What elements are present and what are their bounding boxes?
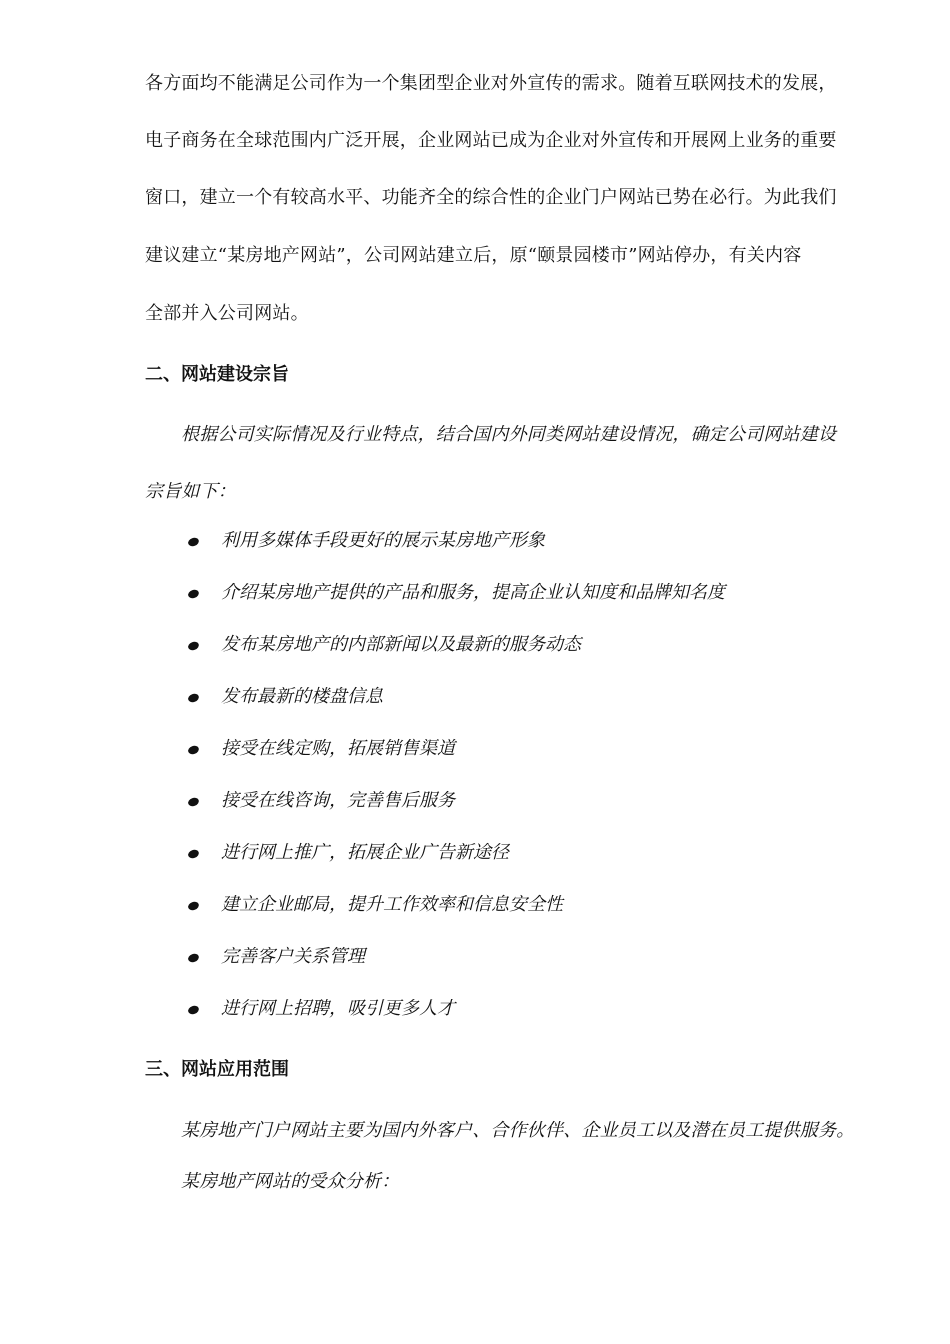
list-item-text: 发布最新的楼盘信息 [221,686,383,707]
list-item-text: 接受在线定购，拓展销售渠道 [221,738,455,759]
list-item [188,685,383,709]
intro-line-2: 电子商务在全球范围内广泛开展，企业网站已成为企业对外宣传和开展网上业务的重要 [145,130,837,151]
intro-line-1: 各方面均不能满足公司作为一个集团型企业对外宣传的需求。随着互联网技术的发展， [145,73,837,94]
list-item [188,737,455,761]
list-item-text: 接受在线咨询，完善售后服务 [221,790,455,811]
section-2-heading: 二、网站建设宗旨 [145,364,289,385]
intro-line-5: 全部并入公司网站。 [145,303,309,324]
bullet-icon [187,952,200,963]
list-item [188,893,563,917]
section-2-paragraph-line-2: 宗旨如下： [145,481,236,502]
list-item [188,841,509,865]
list-item-text: 进行网上推广，拓展企业广告新途径 [221,842,509,863]
section-3-paragraph-line-2: 某房地产网站的受众分析： [181,1171,400,1192]
section-3-heading: 三、网站应用范围 [145,1059,289,1080]
bullet-icon [187,796,200,807]
intro-line-4: 建议建立“某房地产网站”，公司网站建立后，原“颐景园楼市”网站停办，有关内容 [145,245,802,266]
list-item-text: 介绍某房地产提供的产品和服务，提高企业认知度和品牌知名度 [221,582,725,603]
bullet-icon [187,744,200,755]
section-2-paragraph-line-1: 根据公司实际情况及行业特点，结合国内外同类网站建设情况，确定公司网站建设 [181,424,837,445]
list-item [188,581,725,605]
bullet-icon [187,900,200,911]
bullet-icon [187,1004,200,1015]
list-item-text: 建立企业邮局，提升工作效率和信息安全性 [221,894,563,915]
list-item [188,945,365,969]
bullet-icon [187,536,200,547]
bullet-icon [187,692,200,703]
bullet-icon [187,848,200,859]
bullet-icon [187,588,200,599]
list-item [188,529,545,553]
list-item [188,997,455,1021]
list-item [188,789,455,813]
list-item-text: 完善客户关系管理 [221,946,365,967]
list-item-text: 发布某房地产的内部新闻以及最新的服务动态 [221,634,581,655]
bullet-icon [187,640,200,651]
section-3-paragraph-line-1: 某房地产门户网站主要为国内外客户、合作伙伴、企业员工以及潜在员工提供服务。 [181,1120,855,1141]
list-item [188,633,581,657]
list-item-text: 进行网上招聘，吸引更多人才 [221,998,455,1019]
intro-line-3: 窗口，建立一个有较高水平、功能齐全的综合性的企业门户网站已势在必行。为此我们 [145,187,837,208]
list-item-text: 利用多媒体手段更好的展示某房地产形象 [221,530,545,551]
